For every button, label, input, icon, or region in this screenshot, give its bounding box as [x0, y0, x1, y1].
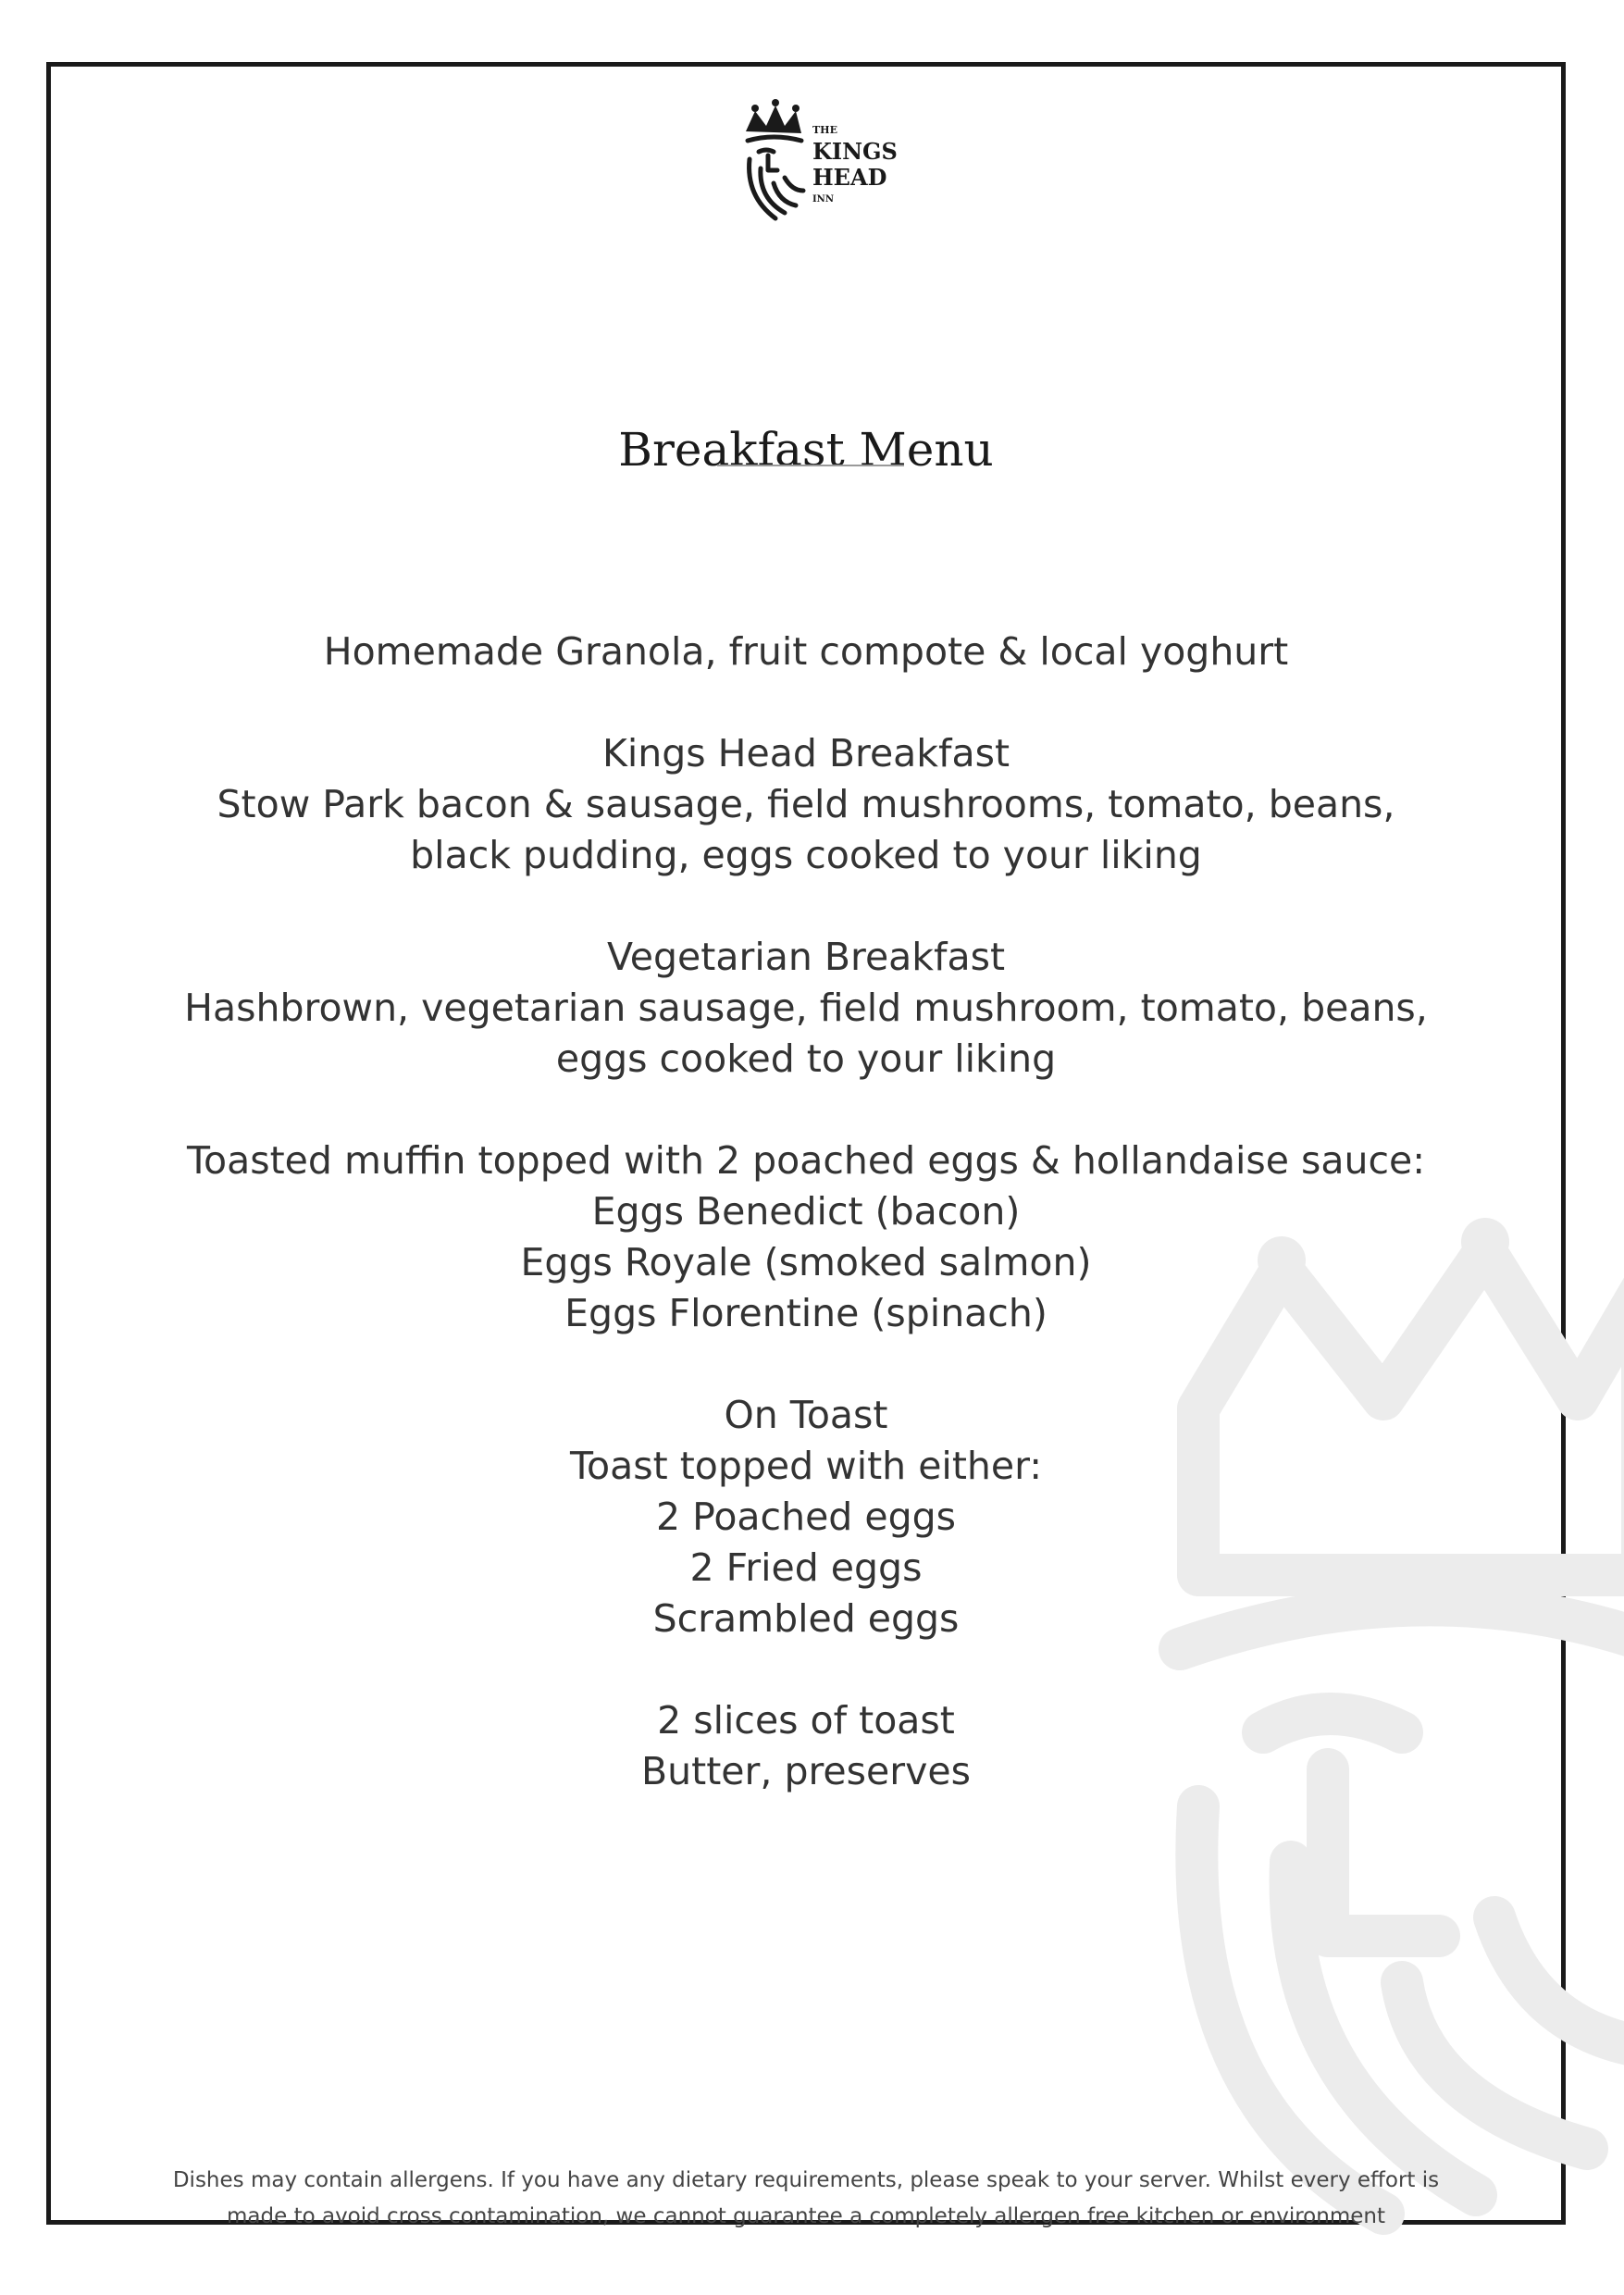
menu-line: eggs cooked to your liking: [555, 1036, 1057, 1081]
menu-line: Eggs Royale (smoked salmon): [520, 1240, 1092, 1284]
logo-head: HEAD: [812, 164, 887, 191]
menu-line: 2 Poached eggs: [655, 1495, 957, 1539]
logo-the: THE: [812, 124, 837, 136]
menu-section-granola: [51, 626, 1561, 677]
menu-line: Eggs Benedict (bacon): [591, 1189, 1021, 1234]
menu-line: Hashbrown, vegetarian sausage, field mushroom, tomato, beans,: [184, 986, 1428, 1030]
menu-section-eggs: [51, 1135, 1561, 1339]
allergen-notice-line: made to avoid cross contamination, we cannot guarantee a completely allergen free kitchen or environment: [227, 2204, 1385, 2228]
menu-item-heading: Kings Head Breakfast: [601, 731, 1010, 775]
menu-line: Scrambled eggs: [652, 1596, 960, 1641]
logo: [51, 94, 1561, 233]
menu-line: Homemade Granola, fruit compote & local yoghurt: [323, 629, 1289, 674]
menu-line: 2 Fried eggs: [689, 1545, 923, 1590]
menu-line: Toast topped with either:: [569, 1444, 1043, 1488]
menu-line: Stow Park bacon & sausage, field mushrooms, tomato, beans,: [217, 782, 1395, 826]
menu-section-toast: [51, 1695, 1561, 1797]
menu-section-vegetarian-breakfast: [51, 932, 1561, 1085]
menu-section-on-toast: [51, 1390, 1561, 1644]
logo-kings: KINGS: [812, 138, 898, 165]
menu-section-kings-head-breakfast: [51, 728, 1561, 881]
page-title: Breakfast Menu: [618, 423, 994, 477]
menu-item-heading: Toasted muffin topped with 2 poached eggs & hollandaise sauce:: [186, 1138, 1426, 1183]
menu-line: black pudding, eggs cooked to your liking: [410, 833, 1202, 877]
king-crown-logo-icon: [727, 94, 898, 233]
menu-frame: [46, 62, 1566, 2228]
logo-inn: INN: [812, 194, 834, 205]
menu-line: Butter, preserves: [641, 1749, 971, 1793]
menu-item-heading: 2 slices of toast: [657, 1698, 955, 1743]
allergen-notice: [51, 2163, 1561, 2235]
menu-items: [51, 626, 1561, 1848]
allergen-notice-line: Dishes may contain allergens. If you have any dietary requirements, please speak to your server. Whilst every effort is: [172, 2168, 1440, 2192]
title-divider: [717, 465, 904, 466]
menu-item-heading: On Toast: [724, 1393, 888, 1437]
menu-line: Eggs Florentine (spinach): [564, 1291, 1048, 1335]
menu-item-heading: Vegetarian Breakfast: [606, 935, 1006, 979]
